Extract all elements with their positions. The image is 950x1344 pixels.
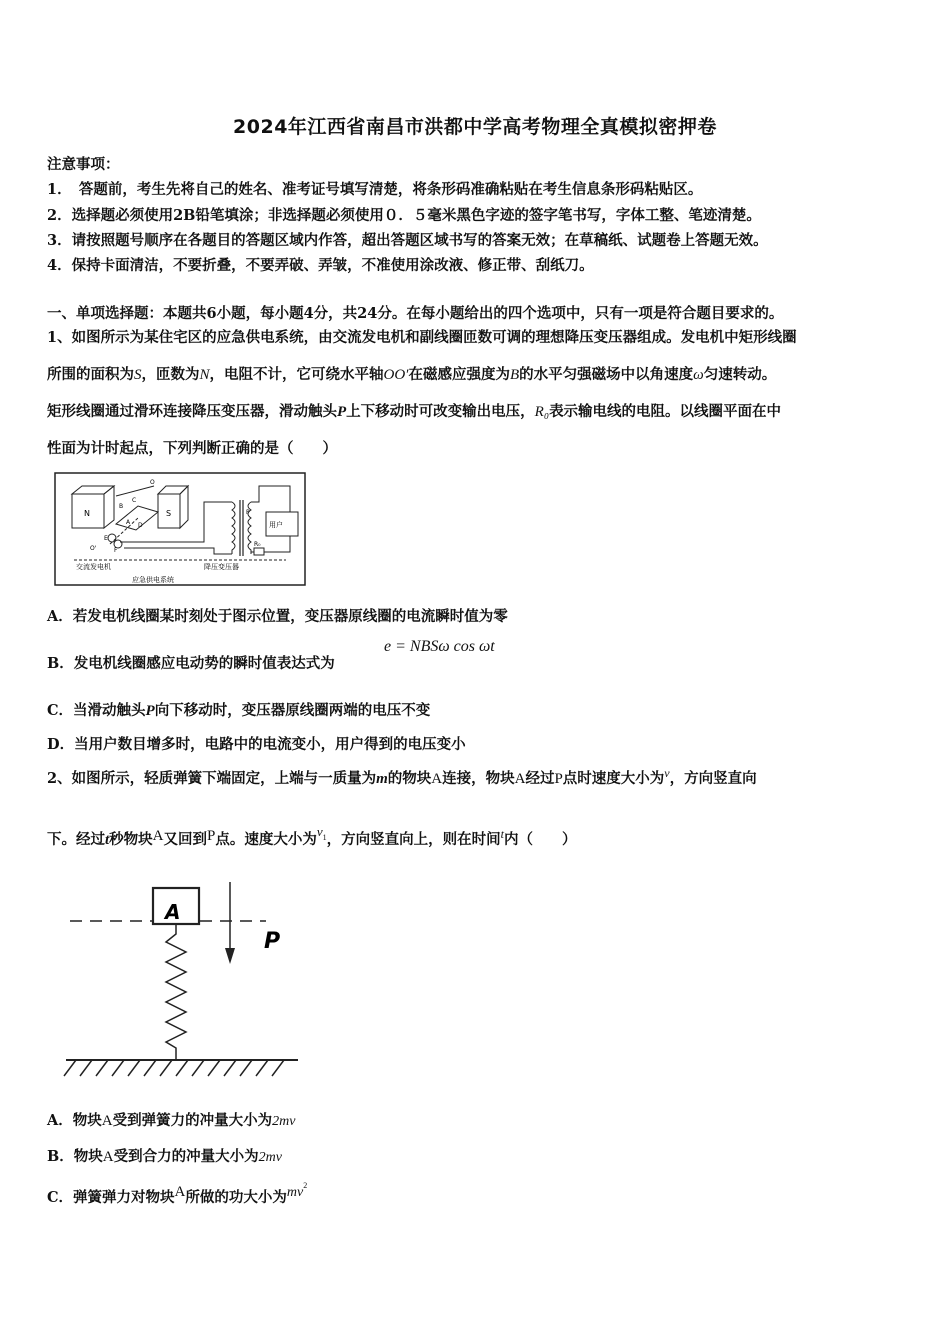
figure-label: N — [84, 509, 90, 518]
q1-option-b: B．发电机线圈感应电动势的瞬时值表达式为 — [47, 655, 335, 672]
power-system-figure — [54, 472, 306, 586]
figure-label: O' — [90, 545, 97, 552]
figure-label: 降压变压器 — [204, 563, 239, 571]
figure-label: P — [246, 509, 250, 516]
notice-item: 2．选择题必须使用2B铅笔填涂；非选择题必须使用０．５毫米黑色字迹的签字笔书写，字体工整、笔迹清楚。 — [47, 207, 761, 224]
figure-label: S — [166, 509, 172, 518]
svg-text:A: A — [165, 900, 181, 924]
q1-line2: 所围的面积为S，匝数为N，电阻不计，它可绕水平轴OO′在磁感应强度为B的水平匀强磁场中以角速度ω匀速转动。 — [47, 366, 777, 383]
figure-label: C — [132, 497, 137, 504]
figure-label: 用户 — [269, 521, 283, 529]
notice-heading: 注意事项： — [47, 156, 120, 173]
figure-label: 交流发电机 — [76, 563, 111, 571]
q2-option-a: A．物块A受到弹簧力的冲量大小为2mv — [47, 1112, 296, 1129]
figure-label: D — [138, 522, 143, 529]
svg-text:P: P — [264, 929, 281, 954]
q2-option-b: B．物块A受到合力的冲量大小为2mv — [47, 1148, 282, 1165]
q1-line4: 性面为计时起点，下列判断正确的是（ ） — [47, 440, 337, 457]
figure-label: F — [114, 547, 118, 554]
spring-block-figure — [56, 876, 306, 1082]
figure-label: O — [150, 479, 155, 486]
q1-option-a: A．若发电机线圈某时刻处于图示位置，变压器原线圈的电流瞬时值为零 — [47, 608, 508, 625]
q2-option-c: C．弹簧弹力对物块A所做的功大小为$mv^2$ — [47, 1181, 308, 1206]
q1-option-c: C．当滑动触头P向下移动时，变压器原线圈两端的电压不变 — [47, 702, 431, 719]
q1-line1: 1、如图所示为某住宅区的应急供电系统，由交流发电机和副线圈匝数可调的理想降压变压器组成。发电机中矩形线圈 — [47, 329, 797, 346]
notice-item: 3．请按照题号顺序在各题目的答题区域内作答，超出答题区域书写的答案无效；在草稿纸、试题卷上答题无效。 — [47, 232, 768, 249]
q1-line3: 矩形线圈通过滑环连接降压变压器，滑动触头P上下移动时可改变输出电压，R₀表示输电线的电阻。以线圈平面在中 — [47, 403, 782, 420]
notice-item: 1． 答题前，考生先将自己的姓名、准考证号填写清楚，将条形码准确粘贴在考生信息条形码粘贴区。 — [47, 181, 703, 198]
figure-label: R₀ — [254, 541, 261, 548]
page-title: 2024年江西省南昌市洪都中学高考物理全真模拟密押卷 — [233, 116, 717, 138]
q2-line2: 下。经过t秒物块A又回到P点。速度大小为$v_1$，方向竖直向上，则在时间$^t$内（ ） — [47, 824, 577, 848]
figure-label: B — [119, 503, 124, 510]
notice-item: 4．保持卡面清洁，不要折叠，不要弄破、弄皱，不准使用涂改液、修正带、刮纸刀。 — [47, 257, 594, 274]
q1-option-b-formula: e = NBSω cos ωt — [384, 638, 495, 655]
q2-line1: 2、如图所示，轻质弹簧下端固定，上端与一质量为m的物块A连接，物块A经过P点时速度大小为$^v$，方向竖直向 — [47, 766, 757, 787]
figure-label: E — [104, 535, 108, 542]
figure-label: A — [126, 519, 131, 526]
q1-option-d: D．当用户数目增多时，电路中的电流变小，用户得到的电压变小 — [47, 736, 466, 753]
figure-label: 应急供电系统 — [132, 576, 174, 584]
section-heading: 一、单项选择题：本题共6小题，每小题4分，共24分。在每小题给出的四个选项中，只有一项是符合题目要求的。 — [47, 305, 784, 322]
